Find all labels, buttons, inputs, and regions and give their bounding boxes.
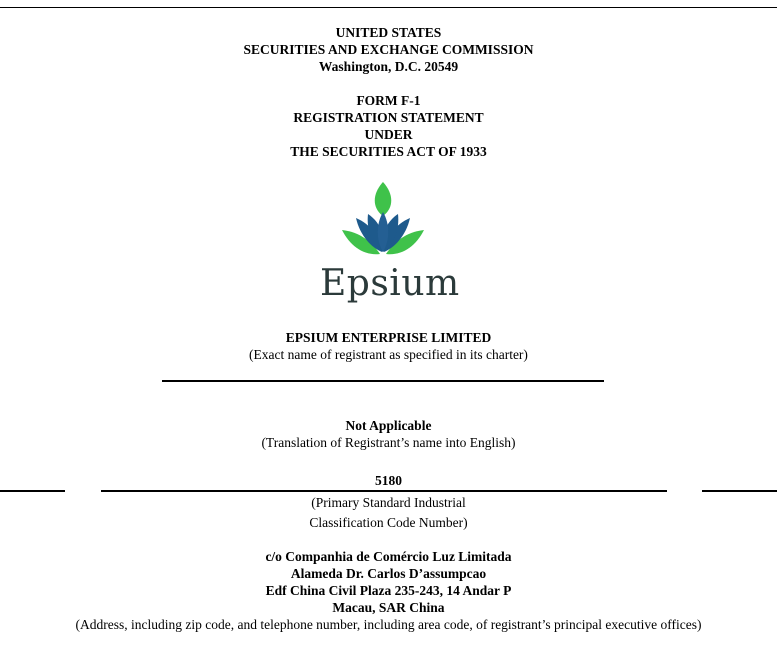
- address-line3: Edf China Civil Plaza 235-243, 14 Andar P: [265, 583, 512, 598]
- lotus-icon: [320, 178, 446, 268]
- header-location: Washington, D.C. 20549: [318, 59, 459, 74]
- registrant-caption: (Exact name of registrant as specified in its charter): [249, 347, 528, 362]
- registrant-rule: [162, 380, 604, 382]
- company-logo: [320, 178, 460, 308]
- sic-caption-line1: (Primary Standard Industrial: [311, 495, 466, 510]
- sic-caption-line2: Classification Code Number): [309, 515, 468, 530]
- address-line4: Macau, SAR China: [332, 600, 445, 615]
- address-line1: c/o Companhia de Comércio Luz Limitada: [265, 549, 512, 564]
- left-rule: [0, 490, 65, 492]
- logo-wordmark: Epsium: [320, 263, 460, 304]
- form-act: THE SECURITIES ACT OF 1933: [290, 144, 487, 159]
- header-commission: SECURITIES AND EXCHANGE COMMISSION: [243, 42, 534, 57]
- form-type: FORM F-1: [356, 93, 421, 108]
- translation-value: Not Applicable: [345, 418, 432, 433]
- form-under: UNDER: [364, 127, 413, 142]
- address-caption: (Address, including zip code, and telephone number, including area code, of registrant’s principal executive offices): [75, 617, 702, 632]
- header-country: UNITED STATES: [335, 25, 442, 40]
- registrant-name: EPSIUM ENTERPRISE LIMITED: [285, 330, 492, 345]
- top-rule: [0, 7, 777, 8]
- right-rule: [702, 490, 777, 492]
- sic-value: 5180: [375, 473, 402, 488]
- form-title: REGISTRATION STATEMENT: [293, 110, 484, 125]
- sic-rule: [101, 490, 667, 492]
- address-line2: Alameda Dr. Carlos D’assumpcao: [290, 566, 487, 581]
- translation-caption: (Translation of Registrant’s name into English): [261, 435, 516, 450]
